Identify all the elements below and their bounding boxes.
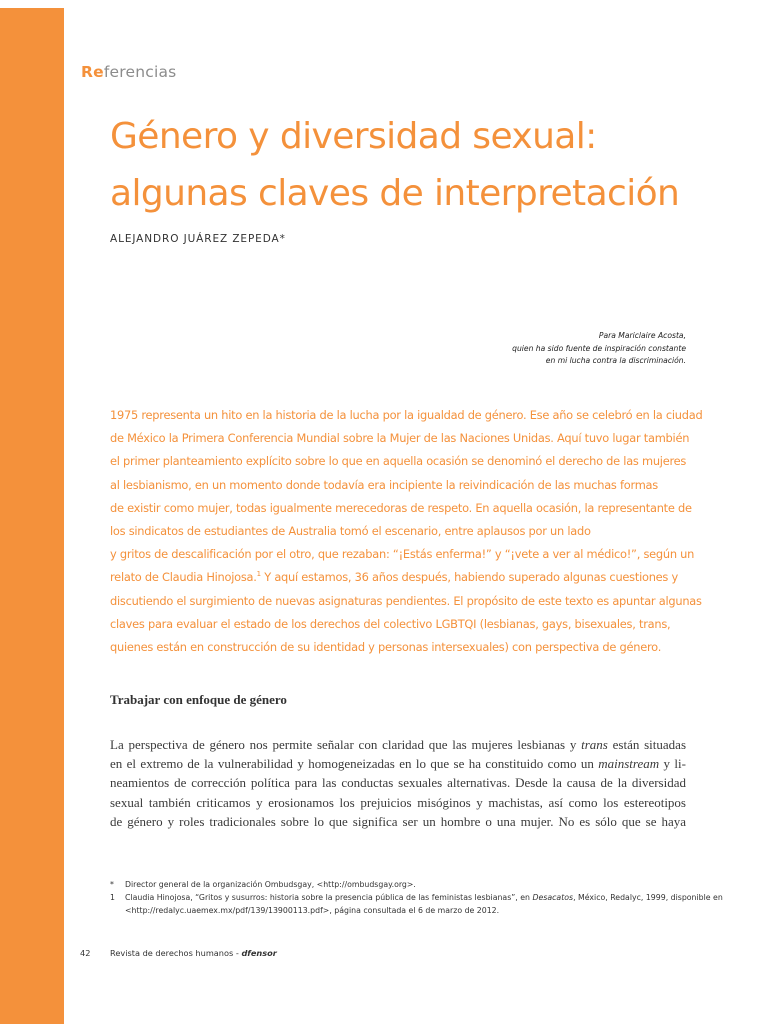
footnote-mark: 1 — [110, 893, 115, 902]
orange-sidebar-bar — [0, 8, 64, 1024]
intro-line: y gritos de descalificación por el otro, que rezaban: “¡Estás enferma!” y “¡vete a ver al médico!”, según un — [110, 547, 695, 562]
dedication — [386, 330, 686, 368]
body-line: neamientos de corrección política para las conductas sexuales alternativas. Desde la causa de la diversidad — [110, 775, 686, 791]
dedication-line: en mi lucha contra la discriminación. — [545, 356, 686, 365]
article-title-line-2: algunas claves de interpretación — [110, 173, 680, 214]
body-line — [110, 754, 686, 773]
section-label — [81, 63, 176, 81]
footnote-ref-1[interactable]: 1 — [256, 570, 261, 579]
footnotes — [110, 878, 723, 917]
author-name: ALEJANDRO JUÁREZ ZEPEDA* — [110, 233, 286, 245]
section-label-rest: ferencias — [103, 63, 177, 81]
footnote-text: Director general de la organización Ombudsgay, <http://ombudsgay.org>. — [125, 880, 416, 889]
intro-line-8-end: Y aquí estamos, 36 años después, habiendo superado algunas cuestiones y — [260, 570, 678, 585]
body-line — [110, 735, 686, 754]
section-label-prefix: Re — [81, 63, 104, 81]
footnote-text — [125, 891, 723, 904]
body-line-2-a: en el extremo de la vulnerabilidad y homogeneizadas en lo que se ha constituido como un — [110, 756, 599, 772]
footnote-1-url-line[interactable]: <http://redalyc.uaemex.mx/pdf/139/13900113.pdf>, página consultada el 6 de marzo de 2012. — [125, 906, 500, 915]
intro-line-8-start: relato de Claudia Hinojosa. — [110, 570, 257, 585]
intro-paragraph — [110, 404, 710, 659]
intro-line: 1975 representa un hito en la historia de la lucha por la igualdad de género. Ese año se celebró en la ciudad — [110, 408, 703, 422]
section-subheading: Trabajar con enfoque de género — [110, 692, 287, 707]
article-title-line-1: Género y diversidad sexual: — [110, 116, 597, 157]
dedication-line: quien ha sido fuente de inspiración constante — [512, 343, 686, 353]
footnote-1-a: Claudia Hinojosa, “Gritos y susurros: historia sobre la presencia pública de las feministas lesbianas”, en — [125, 893, 533, 902]
body-line-1-b: están situadas — [607, 737, 687, 752]
body-paragraph — [110, 735, 686, 831]
body-line: de género y roles tradicionales sobre lo que significa ser un hombre o una mujer. No es sólo que se haya — [110, 813, 686, 829]
intro-line — [110, 566, 710, 589]
footnote-mark: * — [110, 880, 114, 889]
page-number: 42 — [80, 948, 91, 958]
article-title — [110, 108, 730, 222]
footnote-star — [110, 878, 690, 891]
page-footer — [80, 948, 277, 958]
body-line-2-b: y li- — [659, 756, 686, 772]
intro-line: discutiendo el surgimiento de nuevas asignaturas pendientes. El propósito de este texto es apuntar algunas — [110, 593, 702, 608]
journal-name: Revista de derechos humanos - — [110, 948, 242, 958]
footnote-1-em: Desacatos — [532, 893, 574, 902]
body-line-1-a: La perspectiva de género nos permite señalar con claridad que las mujeres lesbianas y — [110, 737, 582, 752]
intro-line: claves para evaluar el estado de los derechos del colectivo LGBTQI (lesbianas, gays, bisexuales, trans, — [110, 616, 671, 631]
intro-line: de existir como mujer, todas igualmente merecedoras de respeto. En aquella ocasión, la representante de — [110, 500, 692, 515]
journal-brand: dfensor — [241, 948, 277, 958]
intro-line: los sindicatos de estudiantes de Australia tomó el escenario, entre aplausos por un lado — [110, 524, 591, 539]
intro-line: quienes están en construcción de su identidad y personas intersexuales) con perspectiva de género. — [110, 640, 662, 655]
body-line-2-em: mainstream — [598, 756, 660, 772]
footnote-1 — [110, 891, 723, 917]
footnote-1-b: , México, Redalyc, 1999, disponible en — [573, 893, 723, 902]
intro-line: el primer planteamiento explícito sobre lo que en aquella ocasión se denominó el derecho de las mujeres — [110, 454, 687, 469]
body-line: sexual también criticamos y erosionamos los prejuicios misóginos y machistas, así como los estereotipos — [110, 794, 686, 810]
dedication-line: Para Mariclaire Acosta, — [598, 331, 686, 340]
intro-line: de México la Primera Conferencia Mundial sobre la Mujer de las Naciones Unidas. Aquí tuvo lugar también — [110, 431, 690, 446]
intro-line: al lesbianismo, en un momento donde todavía era incipiente la reivindicación de las muchas formas — [110, 477, 658, 492]
body-line-1-em: trans — [581, 737, 608, 752]
